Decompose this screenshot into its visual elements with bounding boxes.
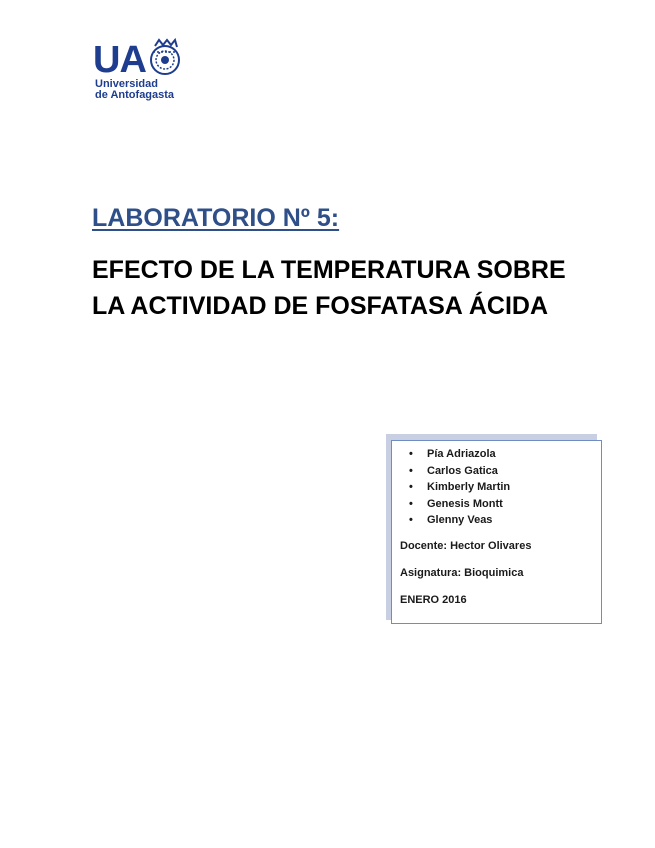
university-logo	[93, 38, 188, 103]
subject-line: Asignatura: Bioquimica	[400, 567, 524, 579]
bullet-icon: •	[409, 464, 413, 477]
bullet-icon: •	[409, 448, 413, 460]
list-item	[402, 446, 510, 463]
author-name: Kimberly Martin	[427, 481, 511, 494]
author-name: Genesis Montt	[427, 497, 503, 510]
author-name: Glenny Veas	[427, 514, 493, 527]
main-title: EFECTO DE LA TEMPERATURA SOBRE LA ACTIVIDAD DE FOSFATASA ÁCIDA	[92, 256, 566, 320]
bullet-icon: •	[409, 497, 413, 510]
logo-abbreviation: UA	[93, 39, 146, 81]
list-item	[402, 479, 510, 496]
date-line: ENERO 2016	[400, 594, 467, 606]
author-name: Pía Adriazola	[427, 448, 496, 460]
bullet-icon: •	[409, 514, 413, 527]
lab-title: LABORATORIO Nº 5:	[92, 204, 340, 232]
info-box	[391, 440, 602, 624]
university-emblem-icon	[149, 38, 181, 76]
logo-text-line-2: de Antofagasta	[95, 89, 175, 101]
instructor-line: Docente: Hector Olivares	[400, 540, 532, 552]
bullet-icon: •	[409, 481, 413, 494]
list-item	[402, 512, 510, 529]
authors-list	[402, 446, 510, 529]
list-item	[402, 496, 510, 513]
logo-text-line-1: Universidad	[95, 78, 158, 90]
list-item	[402, 463, 510, 480]
author-name: Carlos Gatica	[427, 464, 498, 477]
